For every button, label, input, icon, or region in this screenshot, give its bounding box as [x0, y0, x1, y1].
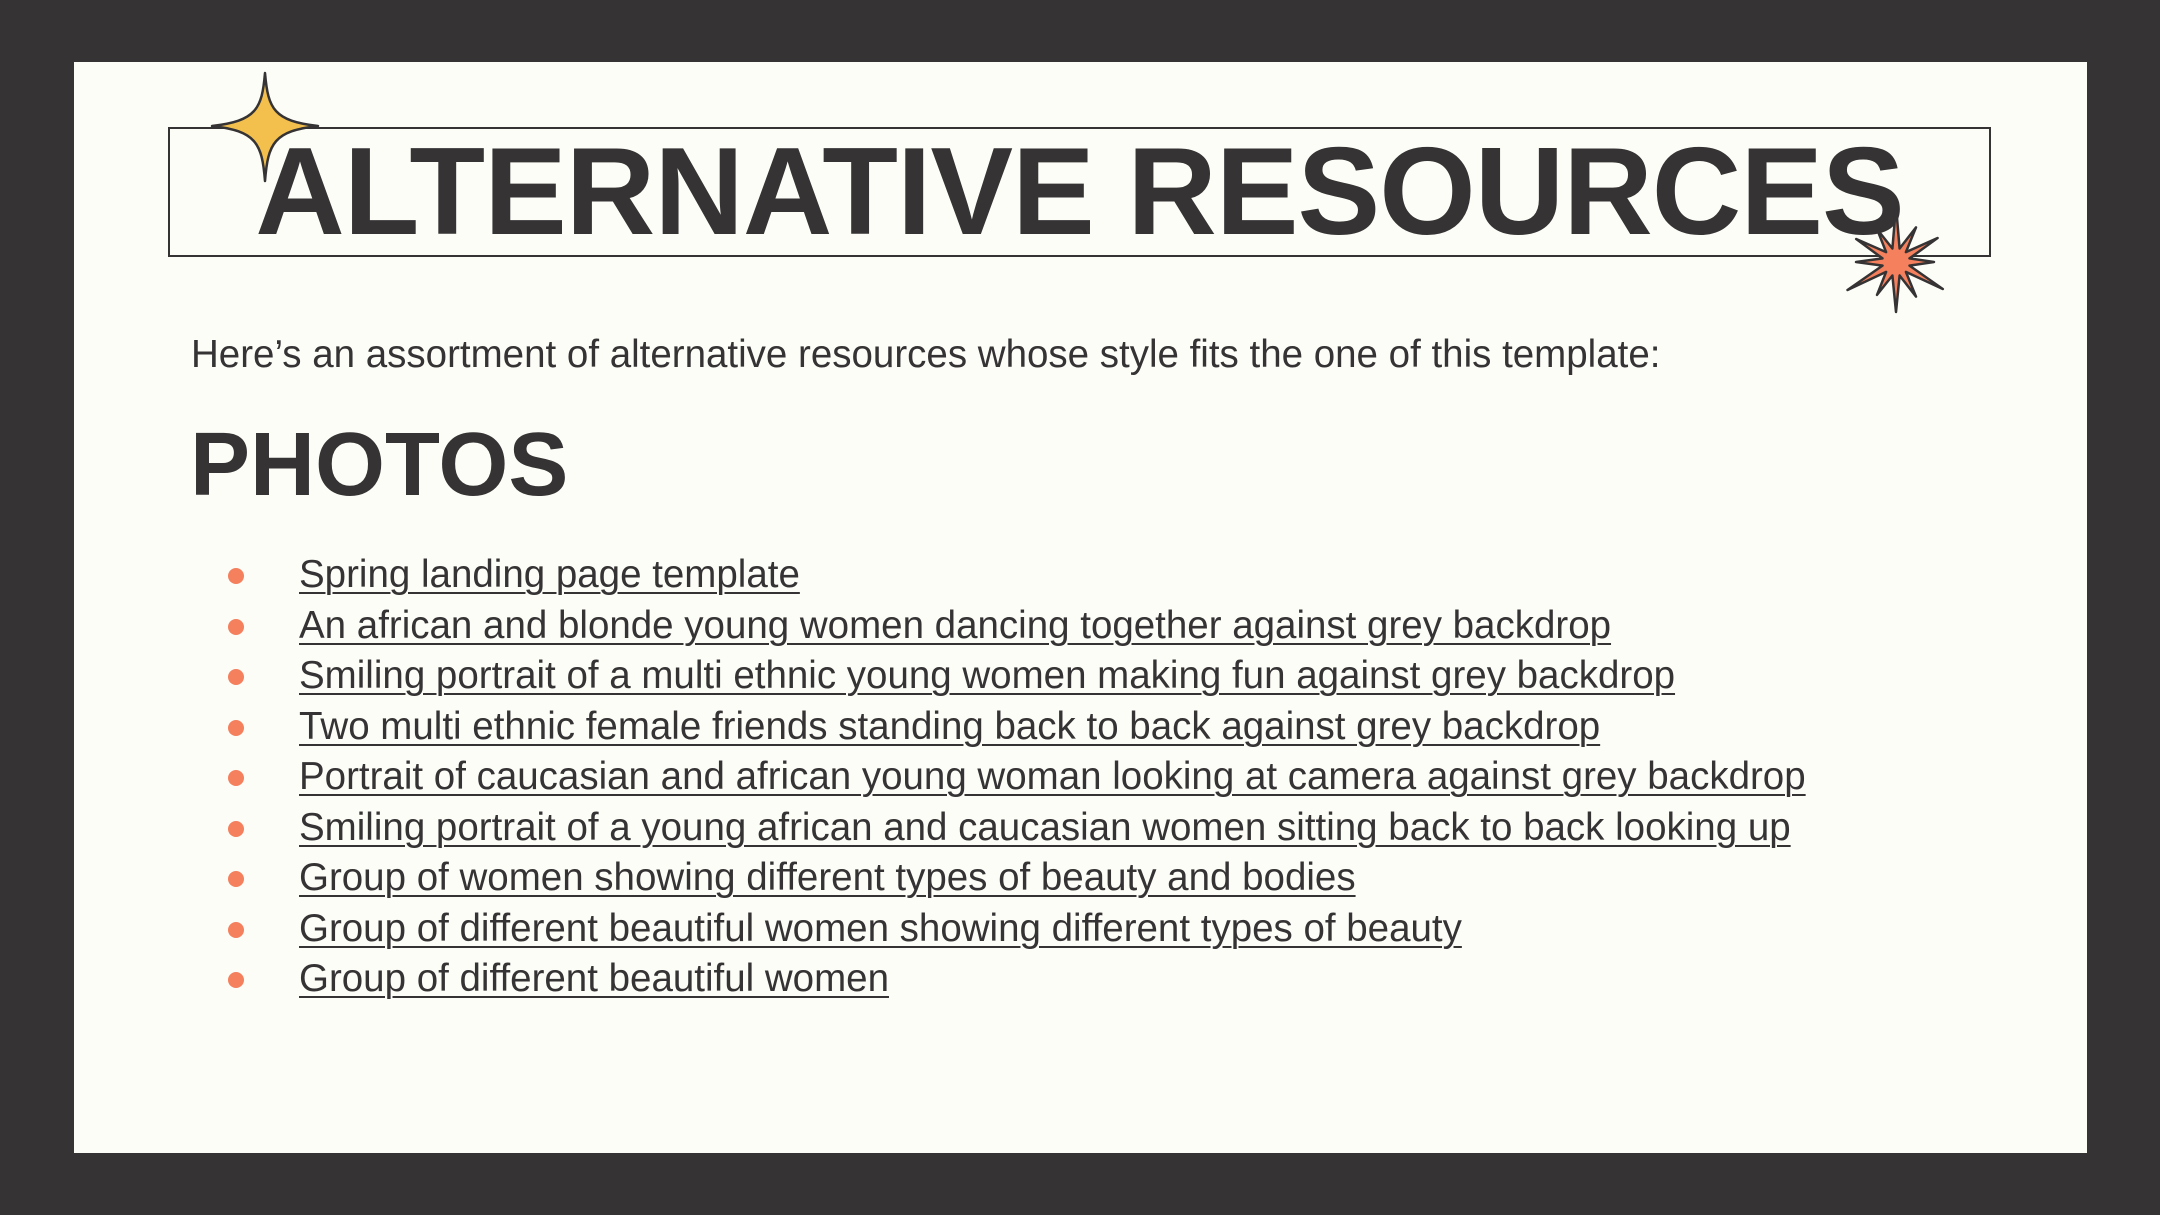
photo-link[interactable]: Portrait of caucasian and african young woman looking at camera against grey backdrop — [299, 755, 1806, 798]
bullet-icon — [228, 821, 244, 837]
bullet-icon — [228, 720, 244, 736]
bullet-icon — [228, 770, 244, 786]
photo-link[interactable]: Group of different beautiful women — [299, 957, 889, 1000]
photo-link[interactable]: Group of women showing different types of beauty and bodies — [299, 856, 1356, 899]
starburst-icon — [1838, 202, 1954, 322]
photo-link[interactable]: Spring landing page template — [299, 553, 800, 596]
photo-link[interactable]: An african and blonde young women dancing together against grey backdrop — [299, 603, 1612, 647]
bullet-icon — [228, 972, 244, 988]
bullet-icon — [228, 568, 244, 584]
bullet-icon — [228, 619, 244, 635]
intro-text: Here’s an assortment of alternative resources whose style fits the one of this template: — [191, 333, 1661, 376]
page-title: ALTERNATIVE RESOURCES — [255, 123, 1904, 261]
slide — [74, 62, 2087, 1153]
photo-link[interactable]: Smiling portrait of a young african and caucasian women sitting back to back looking up — [299, 805, 1791, 849]
section-title-photos: PHOTOS — [190, 415, 569, 515]
photo-link[interactable]: Smiling portrait of a multi ethnic young women making fun against grey backdrop — [299, 654, 1676, 697]
bullet-icon — [228, 922, 244, 938]
bullet-icon — [228, 669, 244, 685]
photo-link[interactable]: Two multi ethnic female friends standing back to back against grey backdrop — [299, 704, 1601, 748]
bullet-icon — [228, 871, 244, 887]
photo-link[interactable]: Group of different beautiful women showing different types of beauty — [299, 906, 1462, 950]
